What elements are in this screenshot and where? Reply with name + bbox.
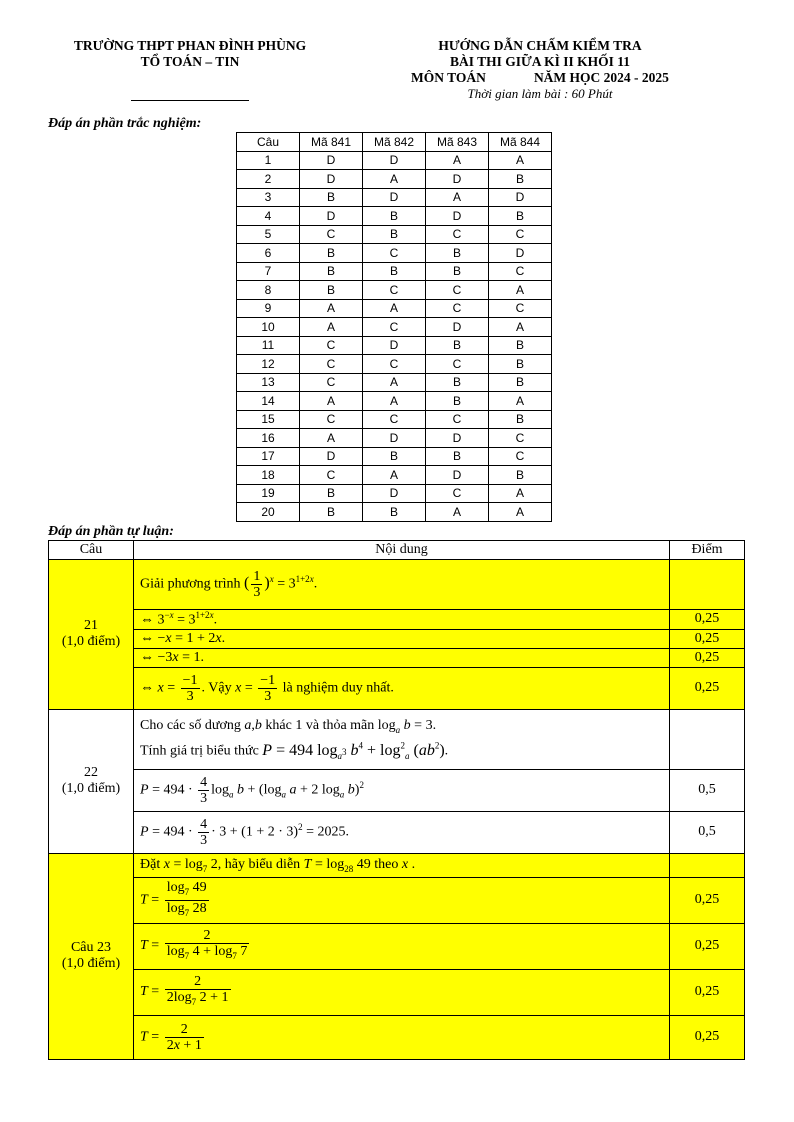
mcq-answer-cell: B — [300, 244, 363, 263]
q21-step1-row — [49, 610, 745, 630]
mcq-question-number: 16 — [237, 429, 300, 448]
mcq-answer-cell: A — [300, 299, 363, 318]
mcq-col-header: Mã 843 — [426, 133, 489, 152]
mcq-answer-cell: D — [426, 429, 489, 448]
q21-step2: ⇔ −x = 1 + 2x. — [134, 629, 670, 648]
mcq-col-header: Mã 842 — [363, 133, 426, 152]
q23-prompt-row — [49, 853, 745, 877]
q23-step2: T = $\frac{2}{\log_7 4 + \log_7 7}$ — [134, 923, 670, 969]
q23-step4-row — [49, 1015, 745, 1059]
mcq-question-number: 4 — [237, 207, 300, 226]
mcq-answer-cell: B — [489, 355, 552, 374]
mcq-question-number: 19 — [237, 484, 300, 503]
mcq-row — [237, 373, 552, 392]
q21-step4-row — [49, 667, 745, 709]
exam-duration: Thời gian làm bài : 60 Phút — [467, 86, 613, 101]
mcq-row — [237, 318, 552, 337]
col-cau: Câu — [49, 541, 134, 560]
mcq-row — [237, 281, 552, 300]
exam-name: BÀI THI GIỮA KÌ II KHỐI 11 — [449, 54, 631, 69]
q21-step3-row — [49, 648, 745, 667]
mcq-answer-cell: D — [300, 447, 363, 466]
mcq-row — [237, 355, 552, 374]
mcq-answer-cell: B — [489, 410, 552, 429]
mcq-answer-cell: B — [300, 262, 363, 281]
mcq-question-number: 11 — [237, 336, 300, 355]
department-name: TỔ TOÁN – TIN — [140, 54, 240, 69]
header-divider — [131, 100, 249, 101]
mcq-answer-cell: C — [489, 447, 552, 466]
mcq-answer-cell: A — [426, 151, 489, 170]
mcq-row — [237, 392, 552, 411]
mcq-answer-cell: A — [300, 429, 363, 448]
q22-label: 22 — [84, 765, 98, 781]
mcq-answer-cell: B — [489, 170, 552, 189]
mcq-answer-table — [236, 132, 552, 522]
mcq-answer-cell: B — [489, 466, 552, 485]
mcq-answer-cell: C — [300, 355, 363, 374]
mcq-answer-cell: B — [426, 392, 489, 411]
mcq-answer-cell: C — [426, 225, 489, 244]
mcq-answer-cell: D — [426, 466, 489, 485]
mcq-answer-cell: B — [300, 188, 363, 207]
mcq-answer-cell: A — [489, 151, 552, 170]
doc-title: HƯỚNG DẪN CHẤM KIỂM TRA — [438, 38, 642, 53]
q23-label: Câu 23 — [70, 940, 112, 956]
mcq-answer-cell: B — [489, 207, 552, 226]
q22-step1: P = 494 · $\frac{4}{3}$ $\log_a b + (\log_a$ a + 2 $\log_a b)^2$ — [134, 769, 670, 811]
q23-step3-score: 0,25 — [670, 969, 745, 1015]
mcq-answer-cell: C — [363, 244, 426, 263]
mcq-answer-cell: D — [426, 170, 489, 189]
mcq-answer-cell: C — [363, 318, 426, 337]
mcq-answer-cell: C — [489, 225, 552, 244]
essay-header-row — [49, 541, 745, 560]
mcq-question-number: 10 — [237, 318, 300, 337]
mcq-answer-cell: B — [426, 447, 489, 466]
col-content: Nội dung — [134, 541, 670, 560]
mcq-row — [237, 503, 552, 522]
mcq-answer-cell: C — [363, 410, 426, 429]
mcq-question-number: 18 — [237, 466, 300, 485]
mcq-answer-cell: C — [300, 466, 363, 485]
q21-step2-score: 0,25 — [670, 629, 745, 648]
mcq-answer-cell: A — [426, 503, 489, 522]
mcq-answer-cell: B — [426, 244, 489, 263]
mcq-answer-cell: B — [363, 262, 426, 281]
mcq-answer-cell: B — [300, 281, 363, 300]
q21-step1-score: 0,25 — [670, 610, 745, 630]
q21-step3-score: 0,25 — [670, 648, 745, 667]
school-year: NĂM HỌC 2024 - 2025 — [533, 70, 669, 85]
q23-step1-score: 0,25 — [670, 877, 745, 923]
q21-label-cell — [49, 560, 134, 710]
mcq-answer-cell: C — [300, 336, 363, 355]
mcq-section-title: Đáp án phần trắc nghiệm: — [48, 116, 202, 131]
mcq-row — [237, 484, 552, 503]
essay-section-title: Đáp án phần tự luận: — [48, 524, 174, 539]
mcq-answer-cell: A — [363, 392, 426, 411]
school-header — [48, 38, 332, 101]
q21-label: 21 — [84, 618, 98, 634]
mcq-answer-cell: C — [426, 281, 489, 300]
mcq-answer-cell: A — [489, 281, 552, 300]
mcq-answer-cell: D — [363, 429, 426, 448]
col-score: Điểm — [670, 541, 745, 560]
mcq-answer-cell: D — [489, 188, 552, 207]
q22-step2-row — [49, 811, 745, 853]
q22-label-cell — [49, 709, 134, 853]
q22-step1-row — [49, 769, 745, 811]
q23-points: (1,0 điểm) — [61, 956, 121, 972]
mcq-answer-cell: A — [426, 188, 489, 207]
mcq-question-number: 13 — [237, 373, 300, 392]
mcq-row — [237, 170, 552, 189]
mcq-answer-cell: B — [363, 207, 426, 226]
mcq-answer-cell: B — [300, 503, 363, 522]
mcq-answer-cell: C — [489, 429, 552, 448]
mcq-row — [237, 244, 552, 263]
mcq-question-number: 9 — [237, 299, 300, 318]
mcq-question-number: 20 — [237, 503, 300, 522]
mcq-row — [237, 466, 552, 485]
mcq-question-number: 12 — [237, 355, 300, 374]
mcq-row — [237, 151, 552, 170]
q23-step2-score: 0,25 — [670, 923, 745, 969]
mcq-answer-cell: A — [489, 484, 552, 503]
mcq-question-number: 2 — [237, 170, 300, 189]
q21-step1: ⇔ $3^{-x} = 3^{1+2x}$. — [134, 610, 670, 630]
mcq-answer-cell: A — [489, 392, 552, 411]
mcq-answer-cell: D — [363, 484, 426, 503]
mcq-question-number: 14 — [237, 392, 300, 411]
q21-step3: ⇔ −3x = 1. — [134, 648, 670, 667]
mcq-question-number: 6 — [237, 244, 300, 263]
mcq-answer-cell: C — [426, 410, 489, 429]
q22-points: (1,0 điểm) — [61, 781, 121, 797]
mcq-answer-cell: A — [363, 299, 426, 318]
mcq-answer-cell: C — [300, 373, 363, 392]
mcq-answer-cell: D — [363, 188, 426, 207]
mcq-answer-cell: D — [300, 170, 363, 189]
mcq-answer-cell: C — [426, 484, 489, 503]
mcq-answer-cell: B — [489, 373, 552, 392]
mcq-answer-cell: B — [426, 262, 489, 281]
school-name: TRƯỜNG THPT PHAN ĐÌNH PHÙNG — [73, 38, 307, 53]
q23-step4-score: 0,25 — [670, 1015, 745, 1059]
q23-step3-row — [49, 969, 745, 1015]
mcq-answer-cell: B — [489, 336, 552, 355]
mcq-answer-cell: D — [300, 151, 363, 170]
q22-step2-score: 0,5 — [670, 811, 745, 853]
mcq-answer-cell: C — [363, 281, 426, 300]
q23-step1: T = $\frac{\log_7 49}{\log_7 28}$ — [134, 877, 670, 923]
mcq-question-number: 5 — [237, 225, 300, 244]
mcq-answer-cell: B — [426, 373, 489, 392]
q23-label-cell — [49, 853, 134, 1059]
mcq-question-number: 15 — [237, 410, 300, 429]
mcq-answer-cell: B — [363, 225, 426, 244]
q23-step1-row — [49, 877, 745, 923]
mcq-answer-cell: C — [489, 299, 552, 318]
mcq-answer-cell: D — [363, 151, 426, 170]
subject: MÔN TOÁN — [411, 70, 486, 85]
mcq-answer-cell: A — [363, 170, 426, 189]
mcq-row — [237, 299, 552, 318]
mcq-answer-cell: A — [363, 373, 426, 392]
q23-step3: T = $\frac{2}{2\log_7 2 + 1}$ — [134, 969, 670, 1015]
mcq-answer-cell: D — [426, 318, 489, 337]
q22-prompt: Cho các số dương a,b khác 1 và thỏa mãn $\log_a b = 3$. Tính giá trị biểu thức P = 494 $\log_{a^3} b^4 + \log^2_a (ab^2)$. — [134, 709, 670, 769]
q21-prompt-row — [49, 560, 745, 610]
mcq-col-header: Mã 844 — [489, 133, 552, 152]
mcq-answer-cell: D — [300, 207, 363, 226]
q22-prompt-row — [49, 709, 745, 769]
mcq-question-number: 3 — [237, 188, 300, 207]
mcq-answer-cell: C — [426, 355, 489, 374]
mcq-answer-cell: A — [489, 318, 552, 337]
q22-step2: P = 494 · $\frac{4}{3}$ · $3 + (1 + 2 \cdot 3)^2 = 2025$. — [134, 811, 670, 853]
essay-answer-table — [48, 540, 745, 1060]
mcq-row — [237, 429, 552, 448]
mcq-answer-cell: A — [300, 318, 363, 337]
mcq-answer-cell: B — [426, 336, 489, 355]
mcq-answer-cell: C — [363, 355, 426, 374]
q21-points: (1,0 điểm) — [61, 634, 121, 650]
mcq-row — [237, 188, 552, 207]
mcq-answer-cell: A — [363, 466, 426, 485]
mcq-row — [237, 262, 552, 281]
mcq-answer-cell: A — [300, 392, 363, 411]
mcq-answer-cell: D — [489, 244, 552, 263]
mcq-answer-cell: A — [489, 503, 552, 522]
mcq-answer-cell: C — [489, 262, 552, 281]
q21-step4-score: 0,25 — [670, 667, 745, 709]
q23-step4: T = $\frac{2}{2x + 1}$ — [134, 1015, 670, 1059]
mcq-col-header: Câu — [237, 133, 300, 152]
mcq-question-number: 1 — [237, 151, 300, 170]
mcq-answer-cell: C — [300, 225, 363, 244]
mcq-row — [237, 336, 552, 355]
q21-step4: ⇔ x = $\frac{-1}{3}$ . Vậy x = $\frac{-1}{3}$ là nghiệm duy nhất. — [134, 667, 670, 709]
mcq-col-header: Mã 841 — [300, 133, 363, 152]
mcq-answer-cell: C — [426, 299, 489, 318]
mcq-question-number: 17 — [237, 447, 300, 466]
mcq-question-number: 8 — [237, 281, 300, 300]
q23-step2-row — [49, 923, 745, 969]
mcq-answer-cell: B — [363, 447, 426, 466]
mcq-answer-cell: B — [363, 503, 426, 522]
mcq-answer-cell: C — [300, 410, 363, 429]
mcq-row — [237, 225, 552, 244]
mcq-row — [237, 207, 552, 226]
mcq-question-number: 7 — [237, 262, 300, 281]
q22-step1-score: 0,5 — [670, 769, 745, 811]
mcq-row — [237, 447, 552, 466]
q21-step2-row — [49, 629, 745, 648]
q21-prompt: Giải phương trình ( $\frac{1}{3}$ )$^x = 3^{1+2x}$. — [134, 560, 670, 610]
mcq-answer-cell: D — [363, 336, 426, 355]
exam-header — [380, 38, 700, 102]
mcq-answer-cell: D — [426, 207, 489, 226]
mcq-row — [237, 410, 552, 429]
q23-prompt: Đặt $x = \log_7 2$, hãy biểu diễn $T = \log_{28} 49$ theo x . — [134, 853, 670, 877]
mcq-answer-cell: B — [300, 484, 363, 503]
